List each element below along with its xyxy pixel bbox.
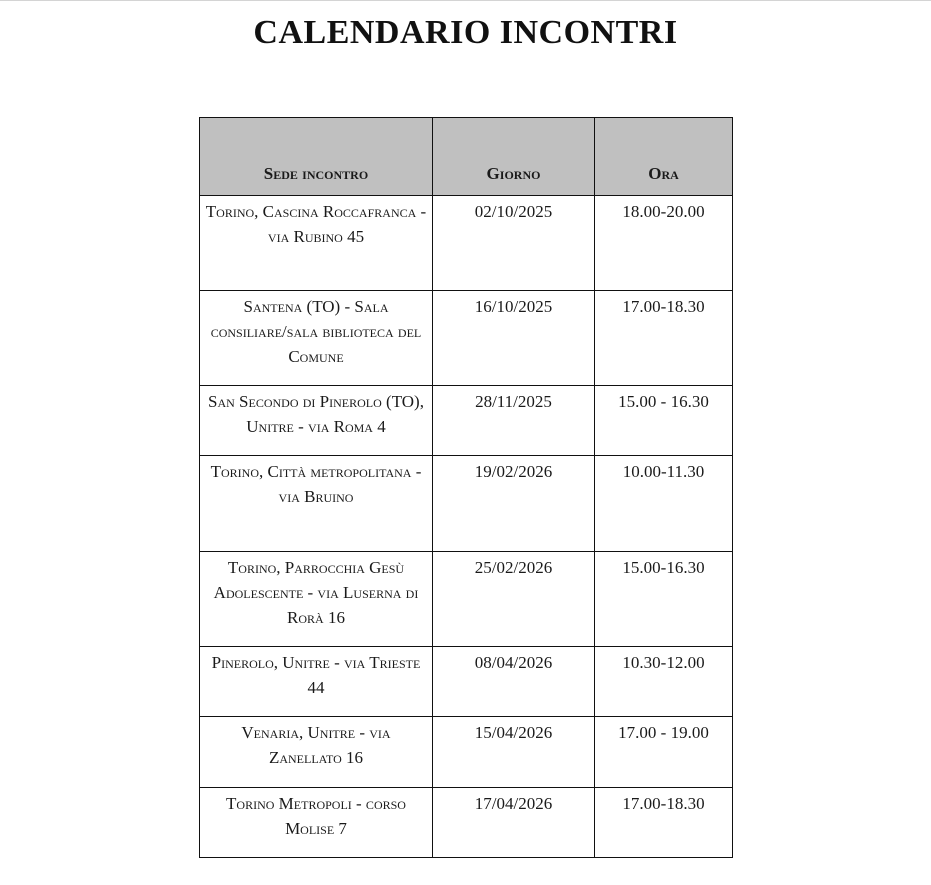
giorno-cell: 16/10/2025 — [433, 291, 595, 386]
ora-cell: 10.30-12.00 — [595, 647, 733, 717]
table-row — [200, 788, 733, 858]
ora-cell: 17.00-18.30 — [595, 788, 733, 858]
sede-cell: Torino, Città metropolitana - via Bruino — [200, 456, 433, 552]
ora-cell: 18.00-20.00 — [595, 196, 733, 291]
table-row — [200, 386, 733, 456]
giorno-cell: 02/10/2025 — [433, 196, 595, 291]
giorno-cell: 15/04/2026 — [433, 717, 595, 788]
sede-cell: San Secondo di Pinerolo (TO), Unitre - via Roma 4 — [200, 386, 433, 456]
table-row — [200, 196, 733, 291]
column-header-giorno: Giorno — [433, 118, 595, 196]
page-top-divider — [0, 0, 931, 1]
sede-cell: Torino, Cascina Roccafranca - via Rubino 45 — [200, 196, 433, 291]
table-row — [200, 291, 733, 386]
table-row — [200, 647, 733, 717]
column-header-sede: Sede incontro — [200, 118, 433, 196]
ora-cell: 15.00 - 16.30 — [595, 386, 733, 456]
giorno-cell: 25/02/2026 — [433, 552, 595, 647]
table-row — [200, 456, 733, 552]
giorno-cell: 28/11/2025 — [433, 386, 595, 456]
ora-cell: 10.00-11.30 — [595, 456, 733, 552]
table-row — [200, 552, 733, 647]
ora-cell: 17.00-18.30 — [595, 291, 733, 386]
sede-cell: Torino Metropoli - corso Molise 7 — [200, 788, 433, 858]
giorno-cell: 17/04/2026 — [433, 788, 595, 858]
sede-cell: Torino, Parrocchia Gesù Adolescente - via Luserna di Rorà 16 — [200, 552, 433, 647]
table-header-row — [200, 118, 733, 196]
sede-cell: Pinerolo, Unitre - via Trieste 44 — [200, 647, 433, 717]
ora-cell: 15.00-16.30 — [595, 552, 733, 647]
page-title: CALENDARIO INCONTRI — [253, 14, 678, 51]
ora-cell: 17.00 - 19.00 — [595, 717, 733, 788]
meetings-table — [199, 117, 733, 858]
sede-cell: Santena (TO) - Sala consiliare/sala biblioteca del Comune — [200, 291, 433, 386]
sede-cell: Venaria, Unitre - via Zanellato 16 — [200, 717, 433, 788]
column-header-ora: Ora — [595, 118, 733, 196]
giorno-cell: 19/02/2026 — [433, 456, 595, 552]
giorno-cell: 08/04/2026 — [433, 647, 595, 717]
table-row — [200, 717, 733, 788]
